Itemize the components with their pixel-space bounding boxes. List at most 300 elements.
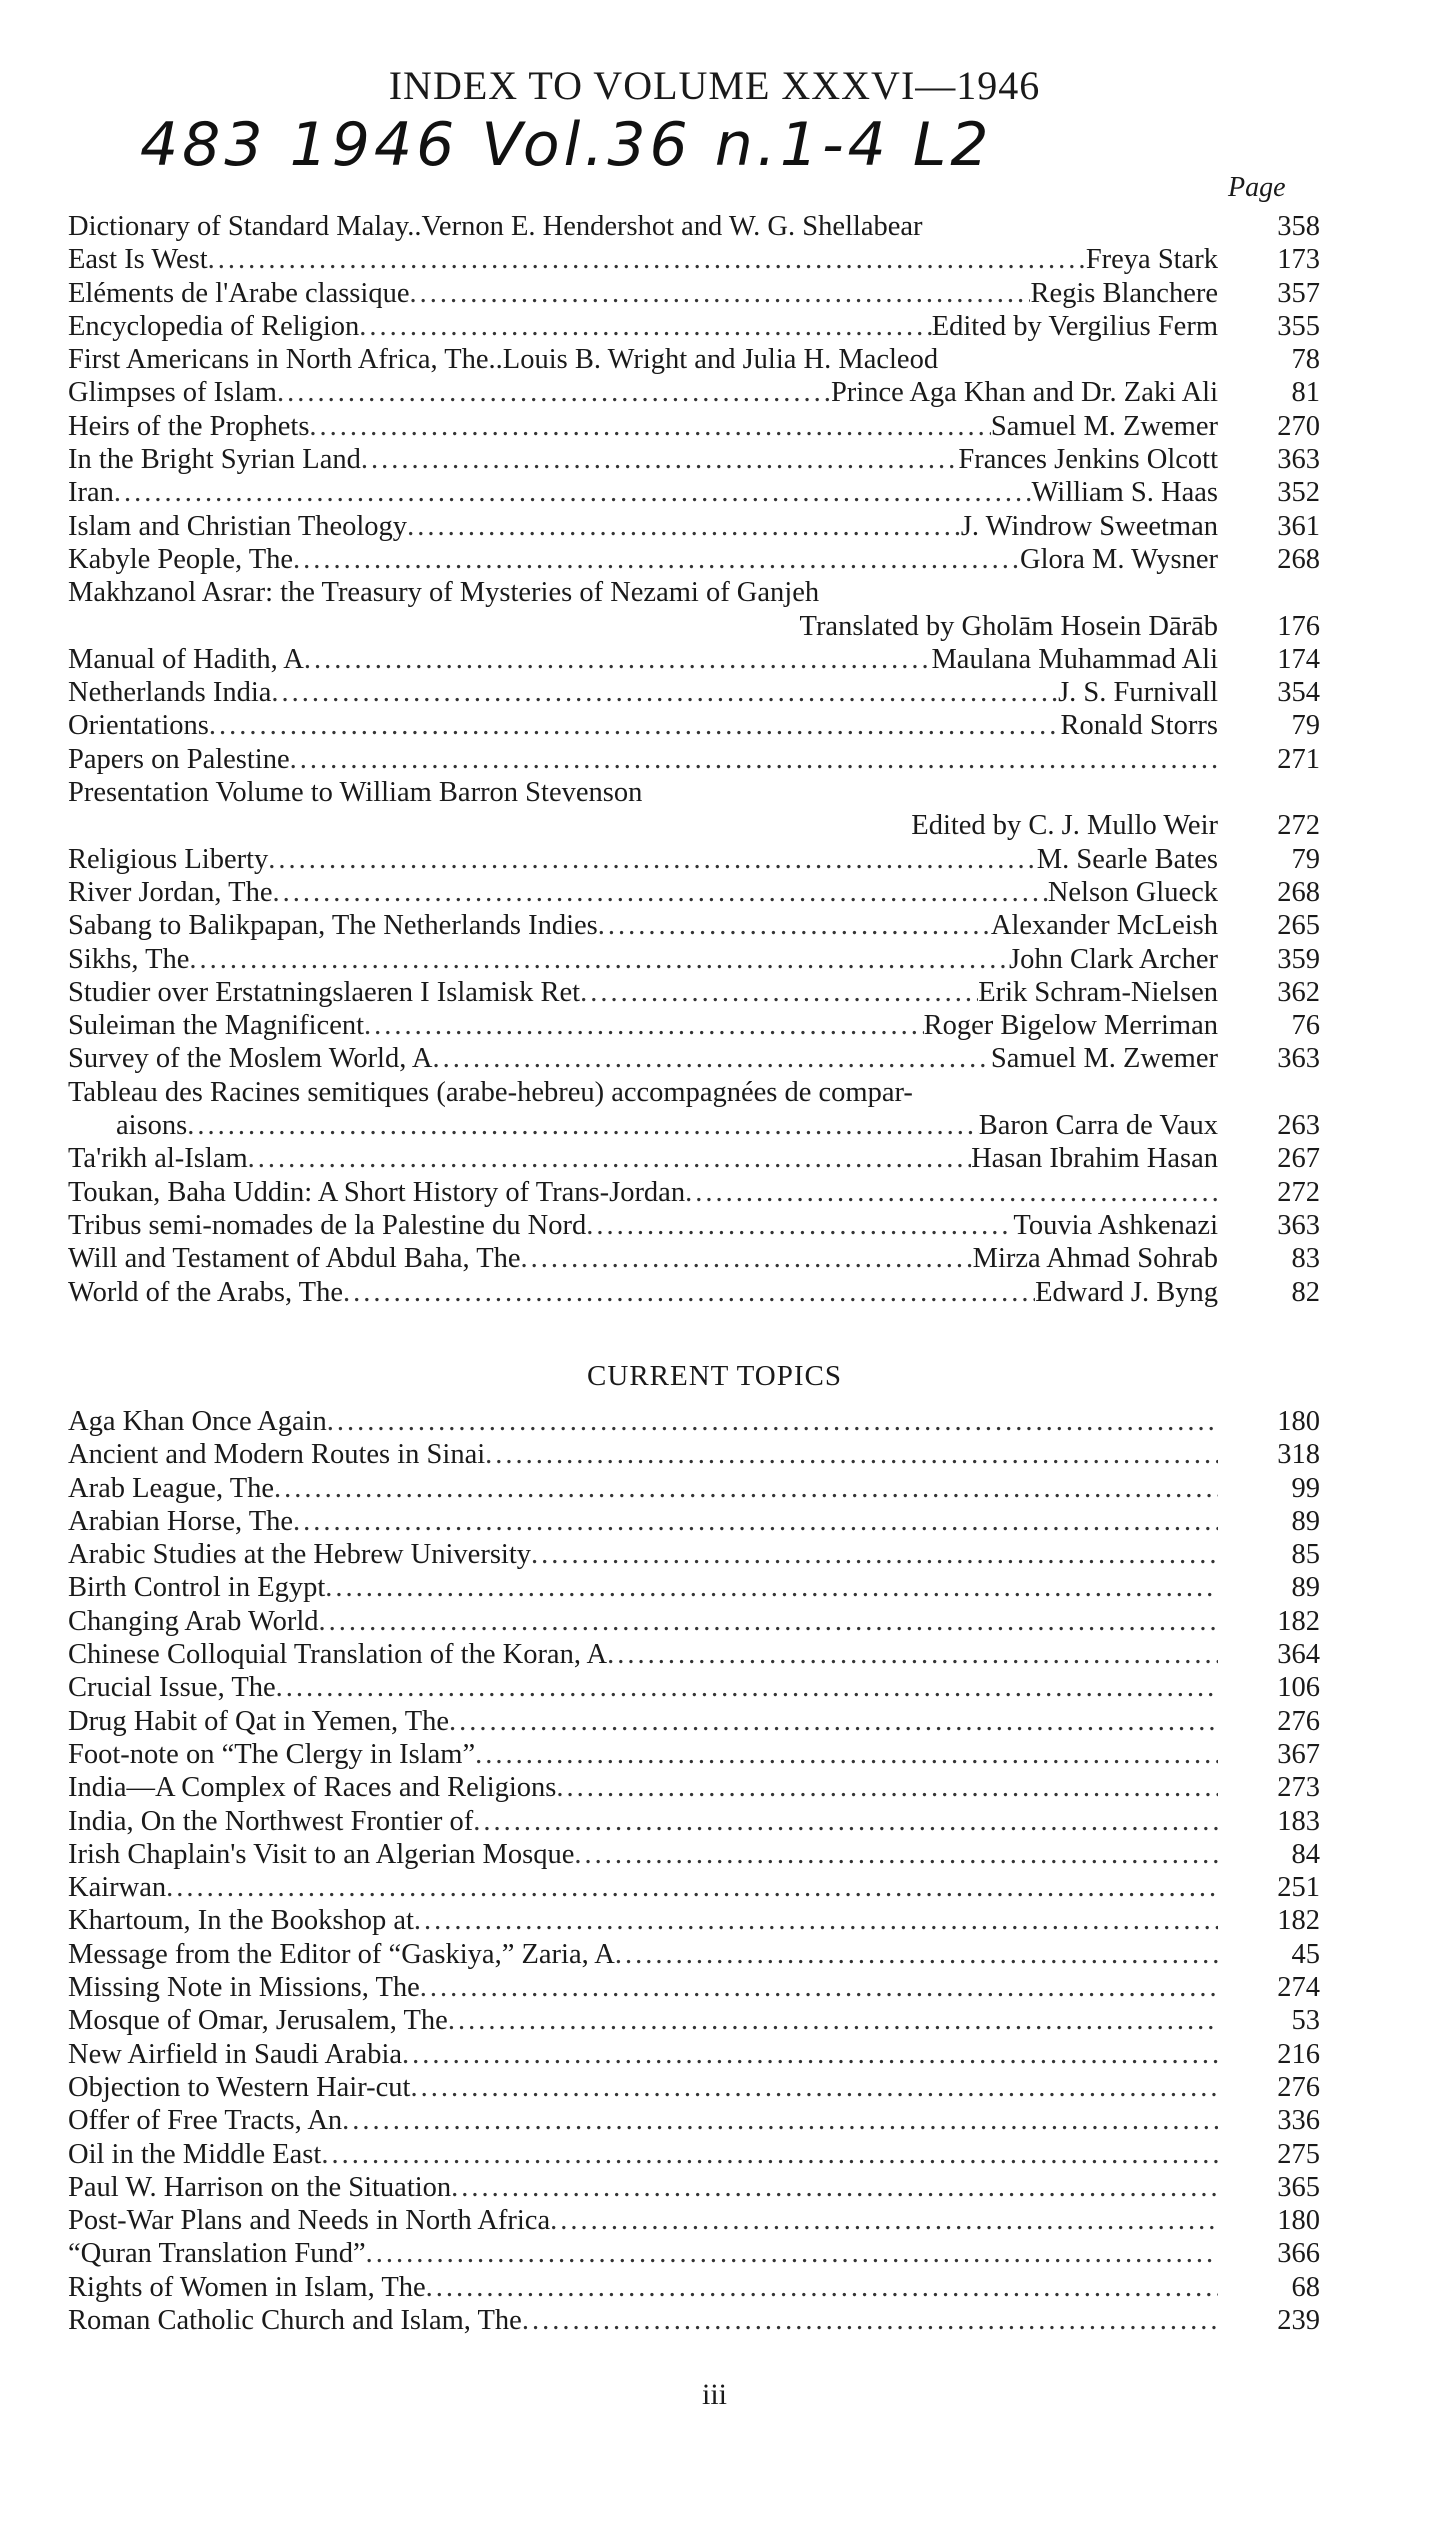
entry-title: Will and Testament of Abdul Baha, The <box>68 1243 521 1275</box>
index-entry <box>68 310 1320 343</box>
entry-page: 78 <box>1291 344 1320 376</box>
leader-dots <box>274 1472 1218 1505</box>
index-entry <box>68 1276 1320 1309</box>
index-entry <box>68 1209 1320 1242</box>
index-entry <box>68 943 1320 976</box>
entry-title: Tableau des Racines semitiques (arabe-hebreu) accompagnées de compar- <box>68 1076 913 1108</box>
entry-line <box>68 1109 1218 1142</box>
entry-line <box>68 1009 1218 1042</box>
entry-author: J. Windrow Sweetman <box>960 510 1218 542</box>
leader-dots <box>321 2138 1218 2171</box>
entry-author: Prince Aga Khan and Dr. Zaki Ali <box>830 377 1218 409</box>
leader-dots <box>272 876 1047 909</box>
entry-author: Samuel M. Zwemer <box>990 1043 1218 1075</box>
topic-entry <box>68 1438 1320 1471</box>
entry-line <box>68 2204 1218 2237</box>
leader-dots <box>451 2171 1218 2204</box>
entry-title: Islam and Christian Theology <box>68 510 408 542</box>
entry-title: Papers on Palestine <box>68 743 290 775</box>
index-entry <box>68 476 1320 509</box>
entry-page: 359 <box>1277 943 1320 975</box>
entry-page: 174 <box>1277 643 1320 675</box>
topic-page: 89 <box>1291 1505 1320 1537</box>
topic-page: 364 <box>1277 1639 1320 1671</box>
leader-dots <box>607 1638 1218 1671</box>
topic-page: 68 <box>1291 2271 1320 2303</box>
entry-author: Samuel M. Zwemer <box>990 410 1218 442</box>
entry-title: Kabyle People, The <box>68 543 294 575</box>
leader-dots <box>685 1176 1218 1209</box>
entry-line <box>68 1405 1218 1438</box>
index-entry <box>68 1242 1320 1275</box>
index-entry <box>68 1142 1320 1175</box>
entry-page: 355 <box>1277 310 1320 342</box>
leader-dots <box>521 1242 973 1275</box>
topic-page: 275 <box>1277 2138 1320 2170</box>
entry-author: Baron Carra de Vaux <box>978 1110 1218 1142</box>
index-entry <box>68 210 1320 243</box>
index-entry <box>68 743 1320 776</box>
entry-author: John Clark Archer <box>1009 943 1218 975</box>
entry-title: Glimpses of Islam <box>68 377 277 409</box>
index-entry <box>68 709 1320 742</box>
leader-dots <box>293 543 1020 576</box>
topic-title: India, On the Northwest Frontier of <box>68 1805 474 1837</box>
topic-title: Roman Catholic Church and Islam, The <box>68 2305 522 2337</box>
entry-line <box>68 1538 1218 1571</box>
entry-page: 268 <box>1277 876 1320 908</box>
leader-dots <box>522 2304 1218 2337</box>
entry-title: Survey of the Moslem World, A <box>68 1043 433 1075</box>
topic-page: 53 <box>1291 2005 1320 2037</box>
entry-line <box>68 1438 1218 1471</box>
leader-dots <box>208 243 1086 276</box>
index-entry <box>68 443 1320 476</box>
leader-dots <box>426 2271 1218 2304</box>
entry-author: Edward J. Byng <box>1035 1276 1218 1308</box>
leader-dots <box>189 943 1009 976</box>
entry-author: Roger Bigelow Merriman <box>923 1010 1218 1042</box>
leader-dots <box>166 1871 1218 1904</box>
entry-title: Dictionary of Standard Malay..Vernon E. Hendershot and W. G. Shellabear <box>68 211 923 242</box>
entry-title: Presentation Volume to William Barron Stevenson <box>68 777 643 809</box>
topic-title: Message from the Editor of “Gaskiya,” Zaria, A <box>68 1938 615 1970</box>
entry-title: Suleiman the Magnificent <box>68 1010 365 1042</box>
index-entry <box>68 277 1320 310</box>
topic-page: 336 <box>1277 2105 1320 2137</box>
topic-page: 182 <box>1277 1905 1320 1937</box>
entry-line <box>68 1938 1218 1971</box>
entry-title: Tribus semi-nomades de la Palestine du Nord <box>68 1209 587 1241</box>
topic-title: Rights of Women in Islam, The <box>68 2271 426 2303</box>
topic-entry <box>68 2204 1320 2237</box>
leader-dots <box>366 2237 1218 2270</box>
entry-line <box>68 2038 1218 2071</box>
topic-title: Oil in the Middle East <box>68 2138 322 2170</box>
entry-author: M. Searle Bates <box>1036 843 1218 875</box>
topic-entry <box>68 2171 1320 2204</box>
entry-line <box>68 277 1218 310</box>
topic-entry <box>68 1838 1320 1871</box>
entry-page: 358 <box>1277 211 1320 242</box>
leader-dots <box>531 1538 1218 1571</box>
entry-page: 363 <box>1277 444 1320 476</box>
entry-line <box>68 2271 1218 2304</box>
leader-dots <box>410 2071 1218 2104</box>
topic-page: 367 <box>1277 1738 1320 1770</box>
topic-page: 99 <box>1291 1472 1320 1504</box>
leader-dots <box>615 1938 1218 1971</box>
entry-line <box>68 676 1218 709</box>
entry-line <box>68 576 1218 609</box>
topic-page: 84 <box>1291 1838 1320 1870</box>
entry-line <box>68 1605 1218 1638</box>
page-number: iii <box>701 2378 727 2411</box>
entry-title: Ta'rikh al-Islam <box>68 1143 248 1175</box>
entry-author: Glora M. Wysner <box>1019 543 1218 575</box>
entry-page: 268 <box>1277 543 1320 575</box>
entry-line <box>68 1805 1218 1838</box>
topic-page: 365 <box>1277 2171 1320 2203</box>
entry-title: East Is West <box>68 244 208 276</box>
topic-page: 183 <box>1277 1805 1320 1837</box>
leader-dots <box>409 277 1030 310</box>
index-entry <box>68 976 1320 1009</box>
entry-title: River Jordan, The <box>68 876 273 908</box>
entry-page: 354 <box>1277 677 1320 709</box>
page-column-label: Page <box>1228 172 1286 203</box>
leader-dots <box>574 1838 1218 1871</box>
entry-page: 79 <box>1291 710 1320 742</box>
leader-dots <box>271 676 1058 709</box>
entry-page: 176 <box>1277 610 1320 642</box>
entry-line <box>68 2104 1218 2137</box>
topic-title: Ancient and Modern Routes in Sinai <box>68 1439 486 1471</box>
entry-page: 270 <box>1277 410 1320 442</box>
entry-line <box>68 876 1218 909</box>
entry-line <box>68 1738 1218 1771</box>
entry-line <box>68 210 1218 243</box>
entry-title: Heirs of the Prophets <box>68 410 310 442</box>
entry-title: Religious Liberty <box>68 843 269 875</box>
entry-line <box>68 1904 1218 1937</box>
entry-line <box>68 343 1218 376</box>
topic-title: Arabian Horse, The <box>68 1505 294 1537</box>
leader-dots <box>473 1805 1218 1838</box>
topic-page: 180 <box>1277 1406 1320 1437</box>
topic-title: Changing Arab World <box>68 1605 319 1637</box>
topic-entry <box>68 2071 1320 2104</box>
entry-title: Encyclopedia of Religion <box>68 310 360 342</box>
leader-dots <box>448 2004 1218 2037</box>
entry-title: Netherlands India <box>68 677 272 709</box>
topic-entry <box>68 1771 1320 1804</box>
entry-line <box>68 2071 1218 2104</box>
entry-author: Freya Stark <box>1085 244 1218 276</box>
entry-page: 82 <box>1291 1276 1320 1308</box>
entry-page: 357 <box>1277 277 1320 309</box>
entry-title: World of the Arabs, The <box>68 1276 343 1308</box>
entry-author: Translated by Gholām Hosein Dārāb <box>799 610 1218 642</box>
topic-title: Offer of Free Tracts, An <box>68 2105 343 2137</box>
entry-line <box>68 976 1218 1009</box>
entry-author: Nelson Glueck <box>1047 876 1218 908</box>
entry-line <box>68 510 1218 543</box>
index-entry <box>68 1009 1320 1042</box>
index-entry <box>68 243 1320 276</box>
topic-title: New Airfield in Saudi Arabia <box>68 2038 403 2070</box>
leader-dots <box>248 1142 971 1175</box>
index-entry <box>68 676 1320 709</box>
leader-dots <box>114 476 1032 509</box>
book-reviews-list <box>68 210 1320 1309</box>
topic-title: Chinese Colloquial Translation of the Koran, A <box>68 1639 608 1671</box>
entry-line <box>68 476 1218 509</box>
entry-page: 271 <box>1277 743 1320 775</box>
entry-author: Maulana Muhammad Ali <box>931 643 1218 675</box>
entry-page: 363 <box>1277 1043 1320 1075</box>
entry-line <box>68 1638 1218 1671</box>
topic-entry <box>68 1538 1320 1571</box>
entry-page: 272 <box>1277 1176 1320 1208</box>
entry-page: 363 <box>1277 1209 1320 1241</box>
entry-title: Manual of Hadith, A <box>68 643 304 675</box>
entry-title: Studier over Erstatningslaeren I Islamisk Ret <box>68 976 581 1008</box>
entry-title: Iran <box>68 477 114 509</box>
entry-line <box>68 1838 1218 1871</box>
topic-page: 216 <box>1277 2038 1320 2070</box>
entry-title: Orientations <box>68 710 209 742</box>
entry-line <box>68 310 1218 343</box>
entry-author: Ronald Storrs <box>1060 710 1218 742</box>
entry-page: 361 <box>1277 510 1320 542</box>
entry-line <box>68 2304 1218 2337</box>
leader-dots <box>290 743 1218 776</box>
topic-title: Arab League, The <box>68 1472 274 1504</box>
index-entry <box>68 643 1320 676</box>
index-entry <box>68 576 1320 643</box>
entry-line <box>68 1971 1218 2004</box>
entry-line <box>68 1076 1218 1109</box>
topic-page: 182 <box>1277 1605 1320 1637</box>
topic-page: 366 <box>1277 2238 1320 2270</box>
entry-page: 83 <box>1291 1243 1320 1275</box>
page-title: INDEX TO VOLUME XXXVI—1946 <box>388 63 1041 108</box>
topic-page: 85 <box>1291 1539 1320 1571</box>
entry-line <box>68 1472 1218 1505</box>
leader-dots <box>414 1904 1218 1937</box>
leader-dots <box>361 443 959 476</box>
topic-entry <box>68 2237 1320 2270</box>
entry-page: 76 <box>1291 1010 1320 1042</box>
entry-title: First Americans in North Africa, The..Louis B. Wright and Julia H. Macleod <box>68 344 939 376</box>
leader-dots <box>325 1571 1218 1604</box>
leader-dots <box>402 2038 1218 2071</box>
current-topics-list <box>68 1405 1320 2337</box>
entry-title: Sikhs, The <box>68 943 190 975</box>
entry-line <box>68 2004 1218 2037</box>
entry-author: Mirza Ahmad Sohrab <box>972 1243 1218 1275</box>
topic-page: 273 <box>1277 1772 1320 1804</box>
entry-title: Makhzanol Asrar: the Treasury of Mysteries of Nezami of Ganjeh <box>68 577 820 609</box>
entry-line <box>68 410 1218 443</box>
topic-title: India—A Complex of Races and Religions <box>68 1772 557 1804</box>
entry-line <box>68 1209 1218 1242</box>
leader-dots <box>433 1042 991 1075</box>
entry-author: Edited by C. J. Mullo Weir <box>911 810 1218 842</box>
leader-dots <box>359 310 931 343</box>
entry-line <box>68 643 1218 676</box>
topic-entry <box>68 1405 1320 1438</box>
topic-page: 251 <box>1277 1872 1320 1904</box>
index-entry <box>68 410 1320 443</box>
entry-page: 265 <box>1277 910 1320 942</box>
leader-dots <box>550 2204 1218 2237</box>
topic-entry <box>68 1705 1320 1738</box>
entry-line <box>68 1142 1218 1175</box>
entry-line <box>68 443 1218 476</box>
topic-page: 239 <box>1277 2305 1320 2337</box>
entry-title: Sabang to Balikpapan, The Netherlands Indies <box>68 910 598 942</box>
topic-page: 180 <box>1277 2205 1320 2237</box>
leader-dots <box>209 709 1061 742</box>
entry-line <box>68 376 1218 409</box>
entry-author: Erik Schram-Nielsen <box>978 976 1218 1008</box>
entry-title: Toukan, Baha Uddin: A Short History of Trans-Jordan <box>68 1176 686 1208</box>
entry-author: J. S. Furnivall <box>1058 677 1218 709</box>
topic-entry <box>68 2038 1320 2071</box>
topic-entry <box>68 2271 1320 2304</box>
topic-entry <box>68 2304 1320 2337</box>
topic-entry <box>68 1871 1320 1904</box>
topic-page: 106 <box>1277 1672 1320 1704</box>
topic-entry <box>68 2004 1320 2037</box>
index-entry <box>68 843 1320 876</box>
entry-line <box>68 1242 1218 1275</box>
topic-entry <box>68 1638 1320 1671</box>
entry-line <box>68 943 1218 976</box>
topic-title: Birth Control in Egypt <box>68 1572 326 1604</box>
entry-page: 81 <box>1291 377 1320 409</box>
entry-line <box>68 1771 1218 1804</box>
entry-author: Alexander McLeish <box>990 910 1218 942</box>
index-entry <box>68 1076 1320 1143</box>
topic-title: Paul W. Harrison on the Situation <box>68 2171 452 2203</box>
leader-dots <box>475 1738 1218 1771</box>
entry-page: 272 <box>1277 810 1320 842</box>
topic-entry <box>68 1505 1320 1538</box>
leader-dots <box>343 1276 1035 1309</box>
leader-dots <box>580 976 978 1009</box>
topic-entry <box>68 1738 1320 1771</box>
index-entry <box>68 510 1320 543</box>
leader-dots <box>268 843 1036 876</box>
topic-title: Khartoum, In the Bookshop at <box>68 1905 414 1937</box>
topic-entry <box>68 1671 1320 1704</box>
topic-title: Missing Note in Missions, The <box>68 1972 420 2004</box>
entry-author: Touvia Ashkenazi <box>1013 1209 1218 1241</box>
index-entry <box>68 776 1320 843</box>
topic-page: 276 <box>1277 1705 1320 1737</box>
topic-entry <box>68 1605 1320 1638</box>
topic-page: 89 <box>1291 1572 1320 1604</box>
entry-line <box>68 2171 1218 2204</box>
topic-entry <box>68 1904 1320 1937</box>
entry-line <box>68 709 1218 742</box>
leader-dots <box>407 510 961 543</box>
leader-dots <box>276 1671 1218 1704</box>
leader-dots <box>598 909 991 942</box>
entry-line <box>68 2138 1218 2171</box>
topic-title: Crucial Issue, The <box>68 1672 276 1704</box>
entry-line <box>68 1042 1218 1075</box>
leader-dots <box>319 1605 1219 1638</box>
entry-line <box>68 909 1218 942</box>
entry-line <box>68 1176 1218 1209</box>
entry-page: 362 <box>1277 976 1320 1008</box>
index-entry <box>68 909 1320 942</box>
index-entry <box>68 1176 1320 1209</box>
topic-entry <box>68 1472 1320 1505</box>
topic-page: 318 <box>1277 1439 1320 1471</box>
entry-page: 267 <box>1277 1143 1320 1175</box>
leader-dots <box>364 1009 924 1042</box>
leader-dots <box>277 376 831 409</box>
topic-title: Post-War Plans and Needs in North Africa <box>68 2205 551 2237</box>
entry-line <box>68 1276 1218 1309</box>
topic-entry <box>68 1571 1320 1604</box>
topic-page: 274 <box>1277 1972 1320 2004</box>
entry-author: Regis Blanchere <box>1030 277 1218 309</box>
topic-entry <box>68 1805 1320 1838</box>
entry-line <box>68 1571 1218 1604</box>
topic-title: Drug Habit of Qat in Yemen, The <box>68 1705 450 1737</box>
entry-line <box>68 1871 1218 1904</box>
entry-author: Edited by Vergilius Ferm <box>931 310 1218 342</box>
entry-line <box>68 243 1218 276</box>
topic-title: Aga Khan Once Again <box>68 1406 327 1437</box>
entry-line <box>68 1705 1218 1738</box>
leader-dots <box>420 1971 1218 2004</box>
entry-line <box>68 543 1218 576</box>
topic-page: 45 <box>1291 1938 1320 1970</box>
handwritten-call-number: 483 1946 Vol.36 n.1-4 L2 <box>140 110 993 180</box>
index-entry <box>68 1042 1320 1075</box>
leader-dots <box>293 1505 1218 1538</box>
leader-dots <box>304 643 932 676</box>
topic-title: Objection to Western Hair-cut <box>68 2071 411 2103</box>
entry-author: Frances Jenkins Olcott <box>958 444 1218 476</box>
index-entry <box>68 876 1320 909</box>
entry-title: Eléments de l'Arabe classique <box>68 277 410 309</box>
entry-page: 263 <box>1277 1110 1320 1142</box>
index-entry <box>68 543 1320 576</box>
leader-dots <box>485 1438 1218 1471</box>
leader-dots <box>309 410 990 443</box>
entry-line <box>68 843 1218 876</box>
entry-line <box>68 2237 1218 2270</box>
leader-dots <box>327 1405 1218 1438</box>
entry-page: 79 <box>1291 843 1320 875</box>
entry-title-cont: aisons <box>116 1110 188 1142</box>
entry-author: Hasan Ibrahim Hasan <box>971 1143 1218 1175</box>
index-entry <box>68 343 1320 376</box>
topic-entry <box>68 2104 1320 2137</box>
topic-entry <box>68 1938 1320 1971</box>
entry-title: In the Bright Syrian Land <box>68 444 361 476</box>
leader-dots <box>586 1209 1013 1242</box>
topic-title: Arabic Studies at the Hebrew University <box>68 1539 531 1571</box>
